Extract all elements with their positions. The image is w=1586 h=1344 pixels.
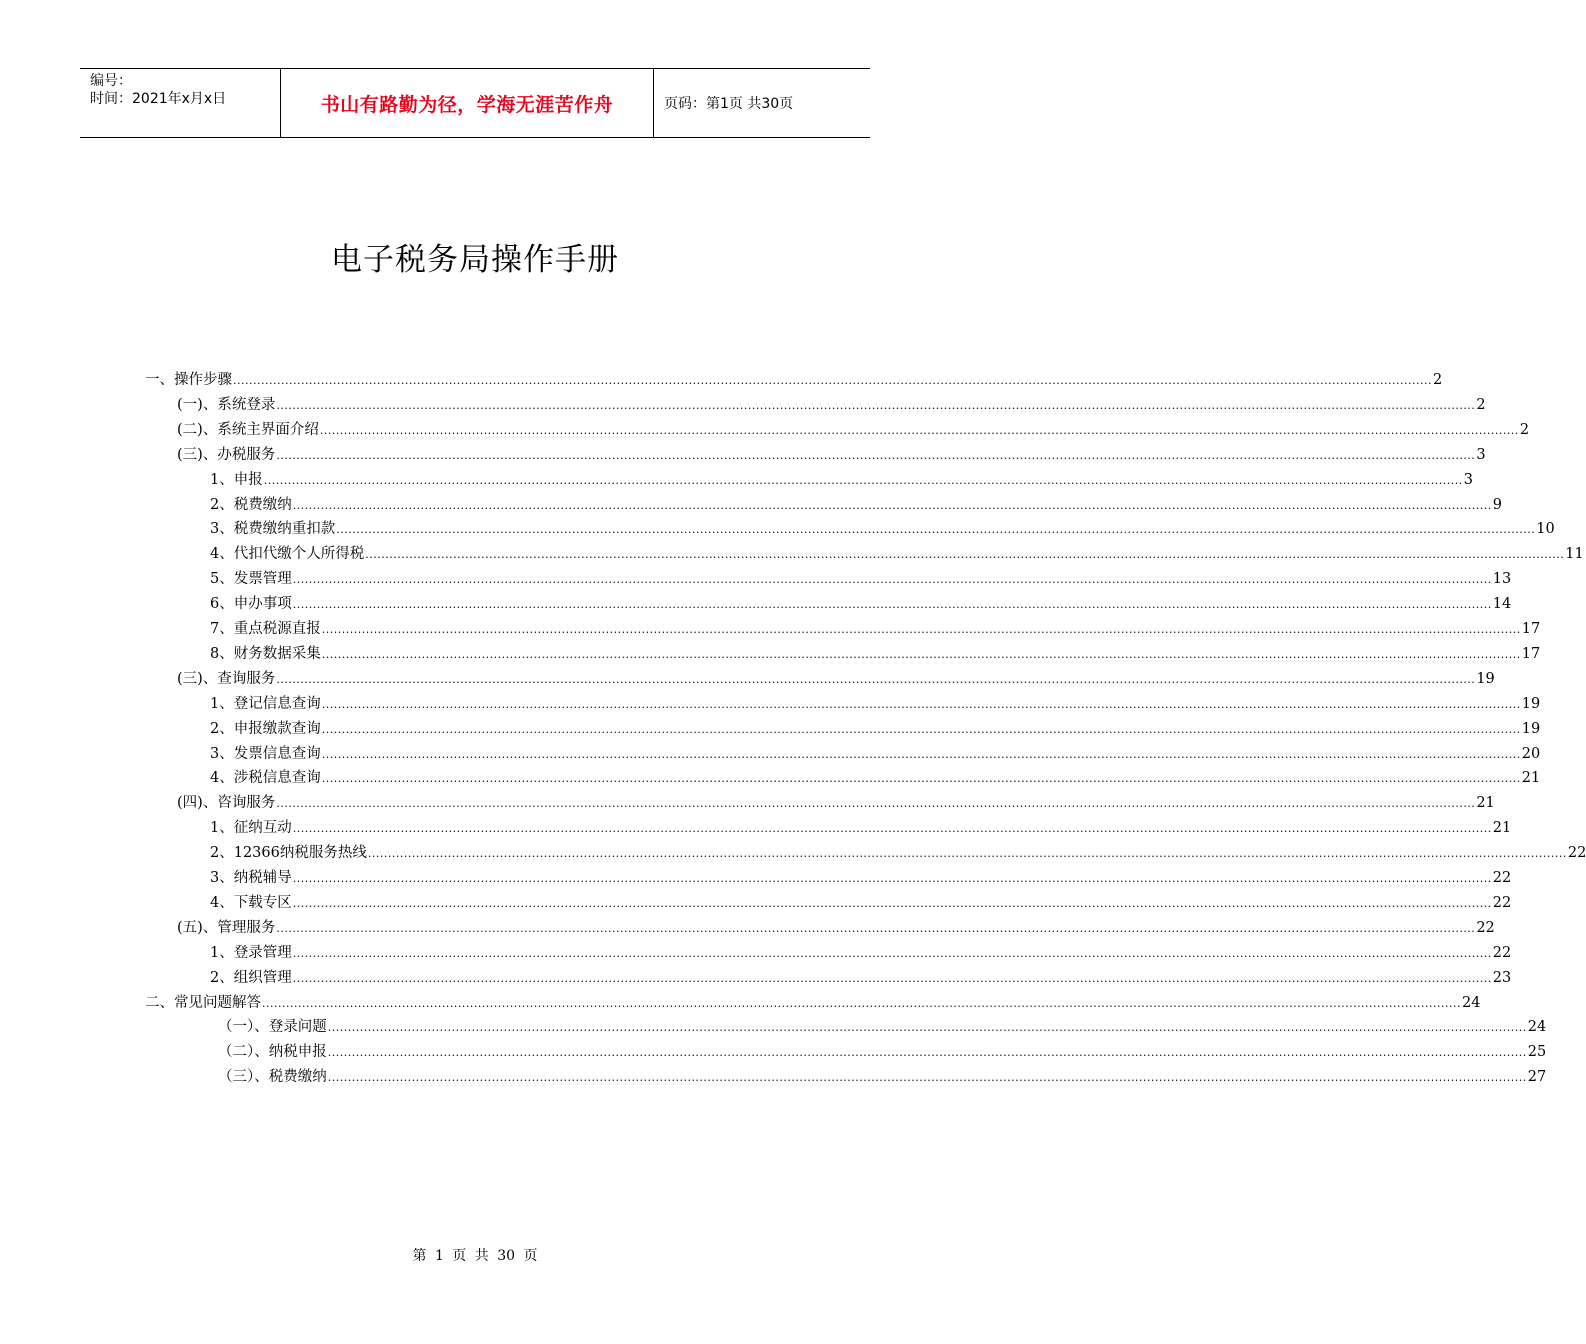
- toc-entry-page: 22: [1476, 919, 1495, 936]
- toc-entry[interactable]: [210, 517, 1555, 542]
- toc-entry[interactable]: [210, 592, 1512, 617]
- toc-entry-page: 17: [1521, 621, 1541, 637]
- toc-leader-dots: ............................................................................................................................................................................................................................................................................................................: [292, 598, 1492, 612]
- toc-entry-label: 5、发票管理: [210, 571, 292, 588]
- toc-entry[interactable]: [210, 841, 1586, 866]
- toc-entry-page: 14: [1492, 596, 1512, 613]
- toc-leader-dots: ............................................................................................................................................................................................................................................................................................................: [292, 872, 1492, 885]
- toc-entry-label: 1、登记信息查询: [210, 695, 321, 712]
- toc-entry-page: 20: [1521, 745, 1541, 762]
- toc-leader-dots: ............................................................................................................................................................................................................................................................................................................: [263, 473, 1463, 487]
- toc-entry[interactable]: [210, 742, 1541, 767]
- toc-leader-dots: ............................................................................................................................................................................................................................................................................................................: [321, 623, 1521, 636]
- toc-entry[interactable]: [210, 692, 1541, 717]
- toc-entry-page: 21: [1476, 795, 1495, 812]
- header-motto: 书山有路勤为径，学海无涯苦作舟: [281, 69, 654, 137]
- toc-leader-dots: ............................................................................................................................................................................................................................................................................................................: [321, 697, 1521, 711]
- toc-entry-label: (五)、管理服务: [177, 919, 276, 936]
- toc-entry-label: 二、常见问题解答: [145, 994, 261, 1011]
- toc-leader-dots: ............................................................................................................................................................................................................................................................................................................: [292, 946, 1492, 960]
- toc-entry-label: （二）、纳税申报: [218, 1044, 327, 1061]
- toc-entry-page: 24: [1527, 1019, 1547, 1036]
- toc-entry-label: 4、代扣代缴个人所得税: [210, 546, 365, 563]
- toc-leader-dots: ............................................................................................................................................................................................................................................................................................................: [321, 747, 1521, 761]
- toc-entry[interactable]: [210, 542, 1584, 567]
- toc-entry-page: 27: [1527, 1069, 1547, 1086]
- toc-leader-dots: ............................................................................................................................................................................................................................................................................................................: [276, 797, 1476, 811]
- toc-entry-label: (一)、系统登录: [177, 396, 276, 413]
- toc-leader-dots: ............................................................................................................................................................................................................................................................................................................: [292, 971, 1492, 985]
- page-header: [80, 68, 870, 138]
- document-number-label: 编号：: [90, 73, 132, 89]
- toc-leader-dots: ............................................................................................................................................................................................................................................................................................................: [327, 1046, 1527, 1060]
- toc-leader-dots: ............................................................................................................................................................................................................................................................................................................: [321, 722, 1521, 736]
- toc-entry[interactable]: [218, 1065, 1547, 1090]
- toc-entry[interactable]: [210, 617, 1541, 642]
- toc-leader-dots: ............................................................................................................................................................................................................................................................................................................: [276, 398, 1476, 412]
- toc-entry-page: 19: [1521, 720, 1541, 737]
- toc-entry-label: (二)、系统主界面介绍: [177, 421, 319, 438]
- toc-entry-label: 8、财务数据采集: [210, 645, 321, 662]
- toc-leader-dots: ............................................................................................................................................................................................................................................................................................................: [327, 1071, 1527, 1085]
- toc-entry-label: 1、登录管理: [210, 944, 292, 961]
- toc-entry[interactable]: [210, 567, 1512, 592]
- toc-entry-label: 4、涉税信息查询: [210, 770, 321, 787]
- toc-entry[interactable]: [218, 1040, 1547, 1065]
- toc-entry-label: 4、下载专区: [210, 894, 292, 911]
- toc-entry-page: 3: [1463, 471, 1473, 488]
- toc-entry[interactable]: [210, 866, 1512, 891]
- toc-leader-dots: ............................................................................................................................................................................................................................................................................................................: [321, 772, 1521, 786]
- toc-entry-page: 2: [1476, 396, 1486, 413]
- toc-entry[interactable]: [210, 493, 1502, 518]
- toc-entry[interactable]: [210, 966, 1512, 991]
- toc-entry-page: 24: [1461, 994, 1481, 1011]
- toc-entry[interactable]: [210, 941, 1512, 966]
- toc-entry-label: 7、重点税源直报: [210, 621, 321, 637]
- toc-entry[interactable]: [177, 393, 1486, 418]
- toc-entry-page: 10: [1536, 521, 1555, 538]
- toc-leader-dots: ............................................................................................................................................................................................................................................................................................................: [276, 448, 1476, 462]
- toc-entry[interactable]: [210, 891, 1512, 916]
- toc-entry-page: 21: [1521, 770, 1541, 787]
- toc-entry-page: 3: [1476, 446, 1486, 463]
- toc-leader-dots: ............................................................................................................................................................................................................................................................................................................: [292, 896, 1492, 910]
- toc-leader-dots: ............................................................................................................................................................................................................................................................................................................: [292, 822, 1492, 836]
- toc-entry[interactable]: [210, 816, 1512, 841]
- toc-entry[interactable]: [177, 916, 1495, 941]
- toc-entry-label: 2、申报缴款查询: [210, 720, 321, 737]
- toc-leader-dots: ............................................................................................................................................................................................................................................................................................................: [321, 647, 1521, 661]
- toc-entry-label: 1、申报: [210, 471, 263, 488]
- toc-leader-dots: ............................................................................................................................................................................................................................................................................................................: [262, 996, 1461, 1010]
- toc-entry-page: 22: [1492, 870, 1512, 886]
- toc-entry-label: 一、操作步骤: [145, 372, 232, 388]
- toc-entry-label: (三)、查询服务: [177, 670, 276, 687]
- toc-entry[interactable]: [210, 468, 1473, 493]
- toc-entry-label: 2、税费缴纳: [210, 496, 292, 513]
- toc-leader-dots: ............................................................................................................................................................................................................................................................................................................: [319, 423, 1519, 437]
- toc-entry-label: 2、组织管理: [210, 969, 292, 986]
- toc-leader-dots: ............................................................................................................................................................................................................................................................................................................: [327, 1021, 1527, 1035]
- toc-entry[interactable]: [177, 791, 1495, 816]
- toc-entry[interactable]: [177, 667, 1495, 692]
- toc-entry-label: 6、申办事项: [210, 596, 292, 613]
- toc-entry[interactable]: [218, 1015, 1547, 1040]
- toc-entry-label: 3、纳税辅导: [210, 870, 292, 886]
- toc-entry[interactable]: [145, 991, 1481, 1016]
- toc-entry-page: 13: [1492, 571, 1512, 588]
- toc-entry[interactable]: [210, 642, 1541, 667]
- toc-entry-page: 22: [1492, 894, 1512, 911]
- toc-entry[interactable]: [210, 717, 1541, 742]
- toc-entry-page: 22: [1567, 845, 1586, 862]
- toc-leader-dots: ............................................................................................................................................................................................................................................................................................................: [276, 672, 1476, 686]
- header-meta: [80, 69, 281, 137]
- toc-entry-label: 3、税费缴纳重扣款: [210, 521, 336, 538]
- toc-entry[interactable]: [210, 766, 1541, 791]
- toc-entry-page: 17: [1521, 645, 1541, 662]
- toc-entry-label: 1、征纳互动: [210, 820, 292, 837]
- toc-entry-label: (四)、咨询服务: [177, 795, 276, 812]
- page-footer: 第 1 页 共 30 页: [412, 1248, 538, 1264]
- toc-entry-page: 19: [1521, 695, 1541, 712]
- header-page-info: 页码：第1页 共30页: [664, 96, 794, 112]
- toc-entry-label: （一）、登录问题: [218, 1019, 327, 1036]
- toc-leader-dots: ............................................................................................................................................................................................................................................................................................................: [276, 921, 1476, 935]
- toc-entry-page: 11: [1565, 546, 1584, 563]
- toc-entry-page: 9: [1492, 496, 1502, 513]
- toc-entry[interactable]: [145, 368, 1443, 393]
- toc-entry-label: 2、12366纳税服务热线: [210, 845, 367, 862]
- toc-entry-page: 19: [1476, 670, 1495, 687]
- toc-entry-label: (三)、办税服务: [177, 446, 276, 463]
- toc-leader-dots: ............................................................................................................................................................................................................................................................................................................: [336, 523, 1536, 537]
- toc-entry-page: 21: [1492, 820, 1512, 837]
- toc-entry-label: 3、发票信息查询: [210, 745, 321, 762]
- toc-leader-dots: ............................................................................................................................................................................................................................................................................................................: [365, 548, 1565, 562]
- toc-entry-page: 23: [1492, 969, 1512, 986]
- toc-leader-dots: ............................................................................................................................................................................................................................................................................................................: [233, 374, 1432, 387]
- toc-leader-dots: ............................................................................................................................................................................................................................................................................................................: [292, 573, 1492, 587]
- toc-leader-dots: ............................................................................................................................................................................................................................................................................................................: [292, 498, 1492, 512]
- document-time-label: 时间：2021年x月x日: [90, 91, 227, 107]
- toc-entry-page: 25: [1527, 1044, 1547, 1061]
- toc-leader-dots: ............................................................................................................................................................................................................................................................................................................: [367, 847, 1567, 861]
- toc-entry[interactable]: [177, 418, 1530, 443]
- document-title: 电子税务局操作手册: [331, 242, 619, 278]
- toc-entry[interactable]: [177, 443, 1486, 468]
- toc-entry-label: （三）、税费缴纳: [218, 1069, 327, 1086]
- toc-entry-page: 22: [1492, 944, 1512, 961]
- toc-entry-page: 2: [1432, 372, 1443, 388]
- toc-entry-page: 2: [1519, 421, 1530, 438]
